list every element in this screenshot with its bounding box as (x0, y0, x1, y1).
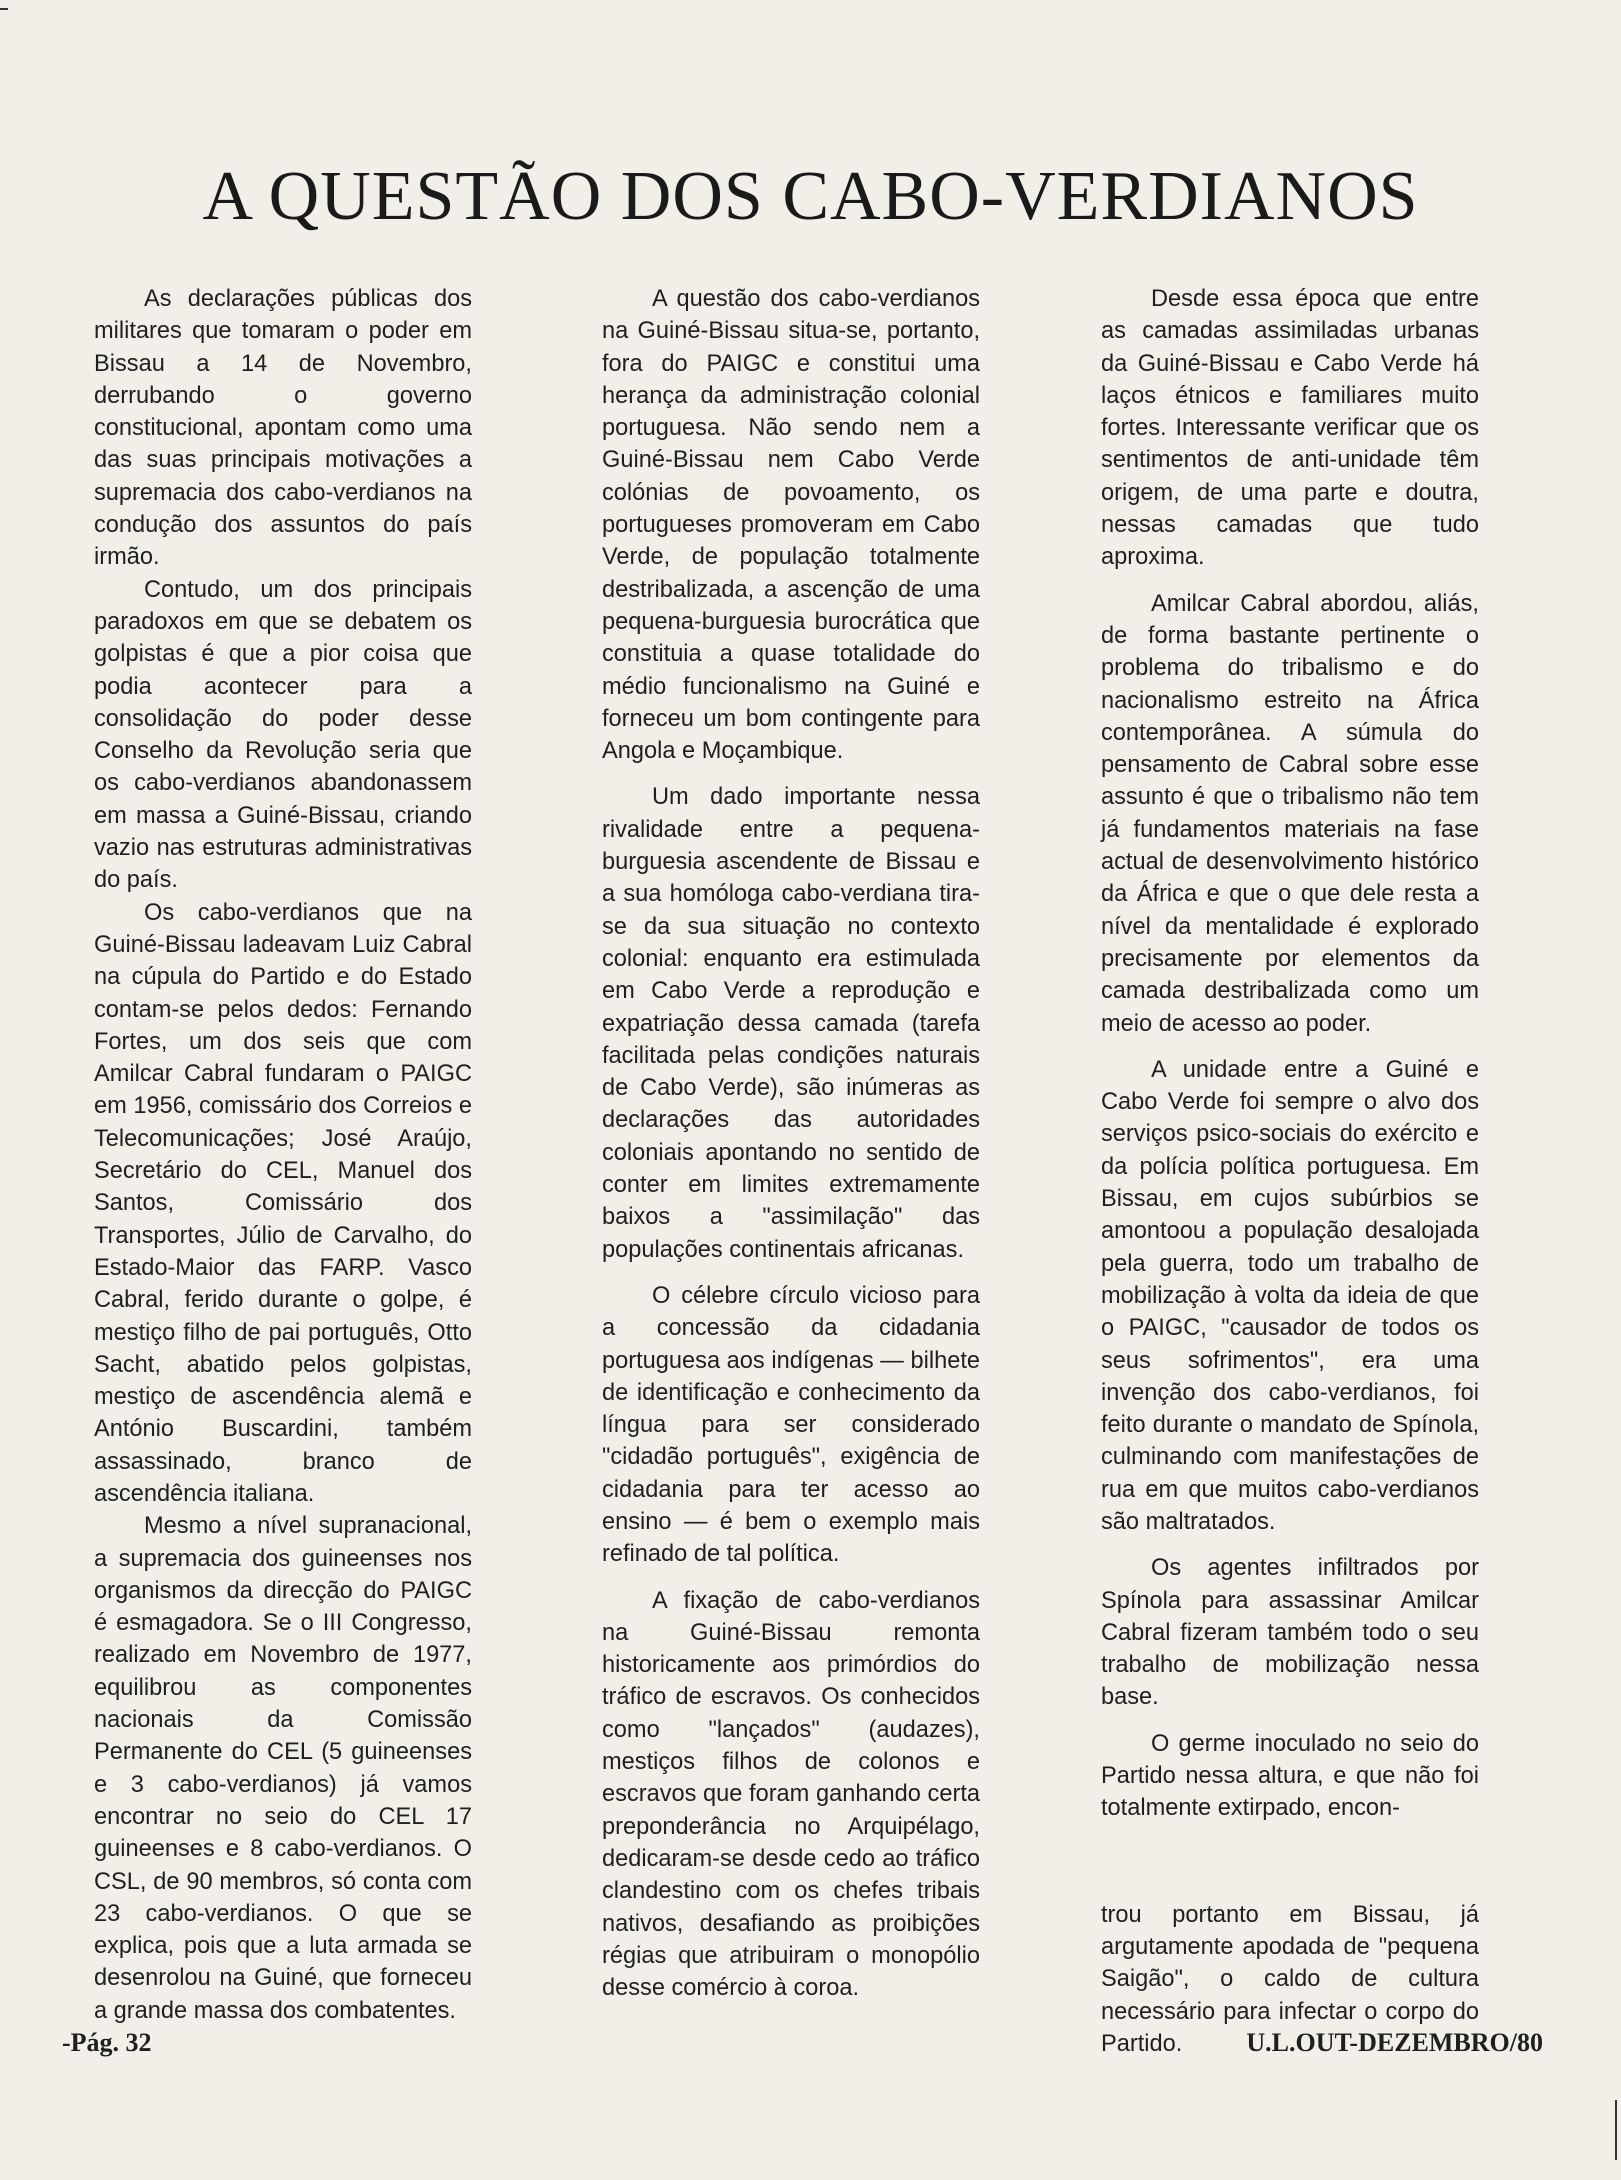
crop-mark (1615, 2100, 1617, 2160)
paragraph: Amilcar Cabral abordou, aliás, de forma bastante pertinente o problema do tribalismo e do nacionalismo estreito na África contemporânea. A súmula do pensamento de Cabral sobre esse assunto é que o tribalismo não tem já fundamentos materiais na fase actual de desenvolvimento histórico da África e que o que dele resta a nível da mentalidade é explorado precisamente por elementos da camada destribalizada como um meio de acesso ao poder. (1101, 590, 1479, 1037)
paragraph: A questão dos cabo-verdianos na Guiné-Bissau situa-se, portanto, fora do PAIGC e constitui uma herança da administração colonial portuguesa. Não sendo nem a Guiné-Bissau nem Cabo Verde colónias de povoamento, os portugueses promoveram em Cabo Verde, de população totalmente destribalizada, a ascenção de uma pequena-burguesia burocrática que constituia a quase totalidade do médio funcionalismo na Guiné e forneceu um bom contingente para Angola e Moçambique. (602, 286, 980, 765)
crop-mark (0, 8, 8, 10)
text-column-2 (602, 283, 980, 2004)
paragraph: Os agentes infiltrados por Spínola para assassinar Amilcar Cabral fizeram também todo o seu trabalho de mobilização nessa base. (1101, 1555, 1479, 1711)
issue-label: U.L.OUT-DEZEMBRO/80 (1246, 2028, 1543, 2057)
text-column-3 (1101, 283, 1479, 2060)
text-column-1 (94, 283, 472, 2027)
paragraph: A fixação de cabo-verdianos na Guiné-Bissau remonta historicamente aos primórdios do tráfico de escravos. Os conhecidos como "lançados" (audazes), mestiços filhos de colonos e escravos que foram ganhando certa preponderância no Arquipélago, dedicaram-se desde cedo ao tráfico clandestino com os chefes tribais nativos, desafiando as proibições régias que atribuiram o monopólio desse comércio à coroa. (602, 1587, 980, 2002)
paragraph: As declarações públicas dos militares que tomaram o poder em Bissau a 14 de Novembro, derrubando o governo constitucional, apontam como uma das suas principais motivações a supremacia dos cabo-verdianos na condução dos assuntos do país irmão. (94, 286, 472, 571)
paragraph-continuation: trou portanto em Bissau, já argutamente apodada de "pequena Saigão", o caldo de cultura necessário para infectar o corpo do Partido. (1101, 1901, 1479, 2057)
page-number: -Pág. 32 (62, 2028, 152, 2057)
paragraph: Os cabo-verdianos que na Guiné-Bissau ladeavam Luiz Cabral na cúpula do Partido e do Estado contam-se pelos dedos: Fernando Fortes, um dos seis que com Amilcar Cabral fundaram o PAIGC em 1956, comissário dos Correios e Telecomunicações; José Araújo, Secretário do CEL, Manuel dos Santos, Comissário dos Transportes, Júlio de Carvalho, do Estado-Maior das FARP. Vasco Cabral, ferido durante o golpe, é mestiço filho de pai português, Otto Sacht, abatido pelos golpistas, mestiço de ascendência alemã e António Buscardini, também assassinado, branco de ascendência italiana. (94, 899, 472, 1507)
paragraph: O germe inoculado no seio do Partido nessa altura, e que não foi totalmente extirpado, encon- (1101, 1730, 1479, 1822)
paragraph: Contudo, um dos principais paradoxos em que se debatem os golpistas é que a pior coisa que podia acontecer para a consolidação do poder desse Conselho da Revolução seria que os cabo-verdianos abandonassem em massa a Guiné-Bissau, criando vazio nas estruturas administrativas do país. (94, 576, 472, 894)
paragraph: A unidade entre a Guiné e Cabo Verde foi sempre o alvo dos serviços psico-sociais do exército e da polícia política portuguesa. Em Bissau, em cujos subúrbios se amontoou a população desalojada pela guerra, todo um trabalho de mobilização à volta da ideia de que o PAIGC, "causador de todos os seus sofrimentos", era uma invenção dos cabo-verdianos, foi feito durante o mandato de Spínola, culminando com manifestações de rua em que muitos cabo-verdianos são maltratados. (1101, 1056, 1479, 1535)
paragraph: Desde essa época que entre as camadas assimiladas urbanas da Guiné-Bissau e Cabo Verde há laços étnicos e familiares muito fortes. Interessante verificar que os sentimentos de anti-unidade têm origem, de uma parte e doutra, nessas camadas que tudo aproxima. (1101, 286, 1479, 571)
paragraph: Um dado importante nessa rivalidade entre a pequena-burguesia ascendente de Bissau e a sua homóloga cabo-verdiana tira-se da sua situação no contexto colonial: enquanto era estimulada em Cabo Verde a reprodução e expatriação dessa camada (tarefa facilitada pelas condições naturais de Cabo Verde), são inúmeras as declarações das autoridades coloniais apontando no sentido de conter em limites extremamente baixos a "assimilação" das populações continentais africanas. (602, 784, 980, 1263)
paragraph: Mesmo a nível supranacional, a supremacia dos guineenses nos organismos da direcção do PAIGC é esmagadora. Se o III Congresso, realizado em Novembro de 1977, equilibrou as componentes nacionais da Comissão Permanente do CEL (5 guineenses e 3 cabo-verdianos) já vamos encontrar no seio do CEL 17 guineenses e 8 cabo-verdianos. O CSL, de 90 membros, só conta com 23 cabo-verdianos. O que se explica, pois que a luta armada se desenrolou na Guiné, que forneceu a grande massa dos combatentes. (94, 1513, 472, 2024)
paragraph: O célebre círculo vicioso para a concessão da cidadania portuguesa aos indígenas — bilhete de identificação e conhecimento da língua para ser considerado "cidadão português", exigência de cidadania para ter acesso ao ensino — é bem o exemplo mais refinado de tal política. (602, 1282, 980, 1568)
article-title: A QUESTÃO DOS CABO-VERDIANOS (202, 158, 1419, 235)
